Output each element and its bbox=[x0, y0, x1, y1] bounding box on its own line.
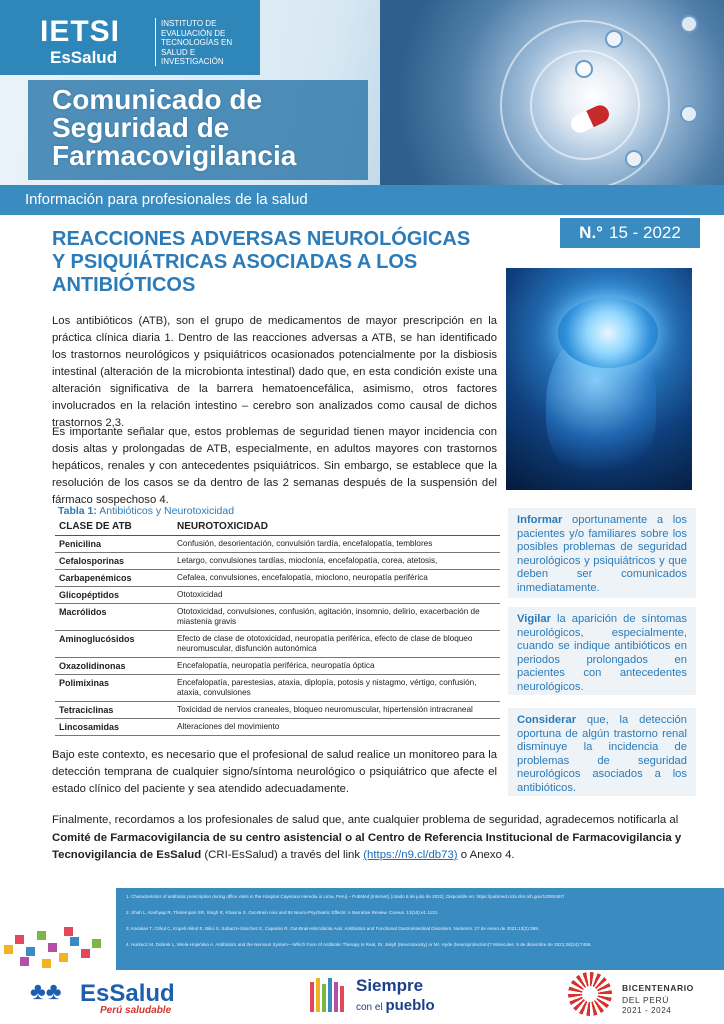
references-box bbox=[116, 888, 724, 970]
table-caption-text: Antibióticos y Neurotoxicidad bbox=[96, 505, 235, 517]
reference-item: 3. Karakan T, Ozkul C, Küpeli Akkol E, Bilici S, Sobarzo-Sánchez E, Capasso R. Gut-Brain-Microbiota Axis: Antibiotics and Functional Gastrointestinal Disorders. Nutrients. 27 de enero de 2021;13(2):389. bbox=[126, 926, 540, 931]
cell-class: Polimixinas bbox=[55, 675, 173, 702]
bicentenario-years: 2021 - 2024 bbox=[622, 1006, 672, 1015]
table-header-row bbox=[55, 518, 500, 536]
pueblo-text bbox=[356, 997, 435, 1014]
table-row bbox=[55, 553, 500, 570]
table-caption-label: Tabla 1: bbox=[58, 505, 97, 517]
brain-illustration bbox=[506, 268, 692, 490]
cell-class: Tetraciclinas bbox=[55, 702, 173, 719]
cell-effect: Cefalea, convulsiones, encefalopatía, mioclono, neuropatía periférica bbox=[173, 570, 500, 587]
table-row bbox=[55, 570, 500, 587]
reference-item: 2. Shah L, Kashyap R, Thotempari SR, Singh R, Khanna S. Gut-Brain Axis and Its Neuro-Psychiatric Effects: A Narrative Review. Cureus. 13(10):e1 1131. bbox=[126, 910, 439, 915]
reporting-text: o Anexo 4. bbox=[457, 849, 515, 861]
table-row bbox=[55, 658, 500, 675]
recommendation-consider bbox=[508, 708, 696, 796]
institute-name: INSTITUTO DE EVALUACIÓN DE TECNOLOGÍAS EN SALUD E INVESTIGACIÓN bbox=[161, 19, 233, 66]
table-row bbox=[55, 702, 500, 719]
con-el-text: con el bbox=[356, 1002, 386, 1013]
cell-class: Cefalosporinas bbox=[55, 553, 173, 570]
ietsi-logo: IETSI bbox=[40, 15, 121, 48]
reference-item: 1. Characteristics of antibiotic prescription during office visits in the Hospital Cayetano Heredia in Lima, Peru] – PubMed [Internet]. [citado 8 de julio de 2022]. Disponible en: https://pubmed.ncbi.nlm.nih.gov/12092467/ bbox=[126, 894, 565, 899]
document-title: REACCIONES ADVERSAS NEUROLÓGICAS Y PSIQUIÁTRICAS ASOCIADAS A LOS ANTIBIÓTICOS bbox=[52, 228, 471, 296]
cell-effect: Efecto de clase de ototoxicidad, neuropatía periférica, efecto de clase de bloqueo neuromuscular, disfunción autonómica bbox=[173, 631, 500, 658]
cell-class: Macrólidos bbox=[55, 604, 173, 631]
cell-effect: Ototoxicidad bbox=[173, 587, 500, 604]
essalud-logo-text: EsSalud bbox=[50, 48, 118, 67]
bicentenario-country: DEL PERÚ bbox=[622, 995, 669, 1005]
table-row bbox=[55, 631, 500, 658]
header-class: CLASE DE ATB bbox=[55, 518, 173, 536]
brain-icon bbox=[558, 298, 658, 368]
reporting-text: Finalmente, recordamos a los profesionales de salud que, ante cualquier problema de seguridad, agradecemos notificarla al bbox=[52, 814, 679, 826]
report-link[interactable]: (https://n9.cl/db73) bbox=[363, 849, 458, 861]
reporting-text: (CRI-EsSalud) a través del link bbox=[201, 849, 364, 861]
cell-effect: Encefalopatía, neuropatía periférica, neuropatía óptica bbox=[173, 658, 500, 675]
paragraph-reporting bbox=[52, 812, 702, 865]
cell-effect: Letargo, convulsiones tardías, mioclonía, encefalopatía, corea, atetosis, bbox=[173, 553, 500, 570]
reference-item: 4. Hurkacz M, Dobrek L, Wiela-Hojeńska A. Antibiotics and the Nervous System—Which Face of Antibiotic Therapy Is Real, Dr. Jekyll (Neurotoxicity) or Mr. Hyde (Neuroprotection)? Molecules. 9 de diciembre de 2021;26(24):7456. bbox=[126, 942, 592, 947]
recommendation-keyword: Informar bbox=[517, 514, 563, 526]
recommendation-inform bbox=[508, 508, 696, 598]
table-row bbox=[55, 536, 500, 553]
cell-effect: Toxicidad de nervios craneales, bloqueo neuromuscular, hipertensión intracraneal bbox=[173, 702, 500, 719]
table-row bbox=[55, 719, 500, 736]
audience-text: Información para profesionales de la salud bbox=[25, 191, 308, 208]
table-row bbox=[55, 675, 500, 702]
cell-class: Glicopéptidos bbox=[55, 587, 173, 604]
logo-divider bbox=[155, 18, 156, 66]
cell-effect: Alteraciones del movimiento bbox=[173, 719, 500, 736]
essalud-tagline: Perú saludable bbox=[100, 1005, 172, 1016]
cell-class: Oxazolidinonas bbox=[55, 658, 173, 675]
cell-class: Penicilina bbox=[55, 536, 173, 553]
cell-effect: Ototoxicidad, convulsiones, confusión, agitación, insomnio, delirio, exacerbación de miastenia gravis bbox=[173, 604, 500, 631]
cell-class: Aminoglucósidos bbox=[55, 631, 173, 658]
recommendation-text: la aparición de síntomas neurológicos, especialmente, cuando se indique antibióticos en periodos prolongados en pacientes con antecedentes neurológicos. bbox=[517, 613, 687, 693]
bicentenario-emblem-icon bbox=[568, 972, 612, 1016]
cell-class: Lincosamidas bbox=[55, 719, 173, 736]
header-photo bbox=[380, 0, 724, 215]
issue-prefix: N.° bbox=[579, 223, 603, 242]
table-row bbox=[55, 587, 500, 604]
cell-effect: Confusión, desorientación, convulsión tardía, encefalopatía, temblores bbox=[173, 536, 500, 553]
issue-number-badge bbox=[560, 218, 700, 248]
reporting-committee: Comité de Farmacovigilancia de su centro asistencial o al Centro de Referencia Institucional de Farmacovigilancia y Tecnovigilancia de EsSalud bbox=[52, 831, 682, 861]
header-neurotoxicity: NEUROTOXICIDAD bbox=[173, 518, 500, 536]
antibiotics-neurotoxicity-table bbox=[55, 518, 500, 736]
decorative-pixels bbox=[0, 925, 110, 970]
page-title: Comunicado de Seguridad de Farmacovigilancia bbox=[52, 84, 297, 171]
pueblo-word: pueblo bbox=[385, 997, 435, 1014]
issue-number: 15 - 2022 bbox=[608, 223, 681, 242]
bicentenario-title: BICENTENARIO bbox=[622, 983, 694, 993]
paragraph-intro: Los antibióticos (ATB), son el grupo de medicamentos de mayor prescripción en la práctica clínica diaria 1. Dentro de las reacciones adversas a ATB, se han identificado los trastornos neurológicos y psiquiátricos ocasionados potencialmente por la disbiosis intestinal (alteración de la microbionta intestinal) dado que, en esta condición existe una alteración significativa de la barrera hematoencefálica, asimismo, otros factores involucrados en la relación intestino – cerebro son analizados como causal de dichos trastornos 2,3. bbox=[52, 315, 497, 429]
paragraph-monitoring: Bajo este contexto, es necesario que el profesional de salud realice un monitoreo para la detección temprana de cualquier signo/síntoma neurológico o psiquiátrico que afecte el estado clínico del paciente y sea atendido adecuadamente. bbox=[52, 749, 497, 795]
siempre-text: Siempre bbox=[356, 976, 424, 995]
cell-class: Carbapenémicos bbox=[55, 570, 173, 587]
recommendation-monitor bbox=[508, 607, 696, 695]
recommendation-text: oportunamente a los pacientes y/o familiares sobre los posibles problemas de seguridad neurológicos y psiquiátricos y que deben ser comunicados inmediatamente. bbox=[517, 514, 687, 594]
recommendation-text: que, la detección oportuna de algún trastorno renal disminuye la incidencia de problemas de seguridad neurológicos asociados a los antibióticos. bbox=[517, 714, 687, 794]
recommendation-keyword: Considerar bbox=[517, 714, 577, 726]
siempre-logo-icon bbox=[310, 978, 350, 1012]
cell-effect: Encefalopatía, parestesias, ataxia, diplopía, potosis y nistagmo, vértigo, confusión, ataxia, convulsiones bbox=[173, 675, 500, 702]
table-caption bbox=[58, 505, 234, 517]
essalud-brand: EsSalud bbox=[80, 980, 175, 1007]
recommendation-keyword: Vigilar bbox=[517, 613, 551, 625]
family-icon: ♣♣ bbox=[30, 978, 62, 1005]
paragraph-risk: Es importante señalar que, estos problemas de seguridad tienen mayor incidencia con dosis altas y prolongadas de ATB, especialmente, en adultos mayores con trastornos hepáticos, renales y con antecedentes psiquiátricos. Sin embargo, se establece que la resolución de los casos se da dentro de las 2 semanas después de la suspensión del fármaco sospechoso 4. bbox=[52, 426, 497, 506]
table-row bbox=[55, 604, 500, 631]
